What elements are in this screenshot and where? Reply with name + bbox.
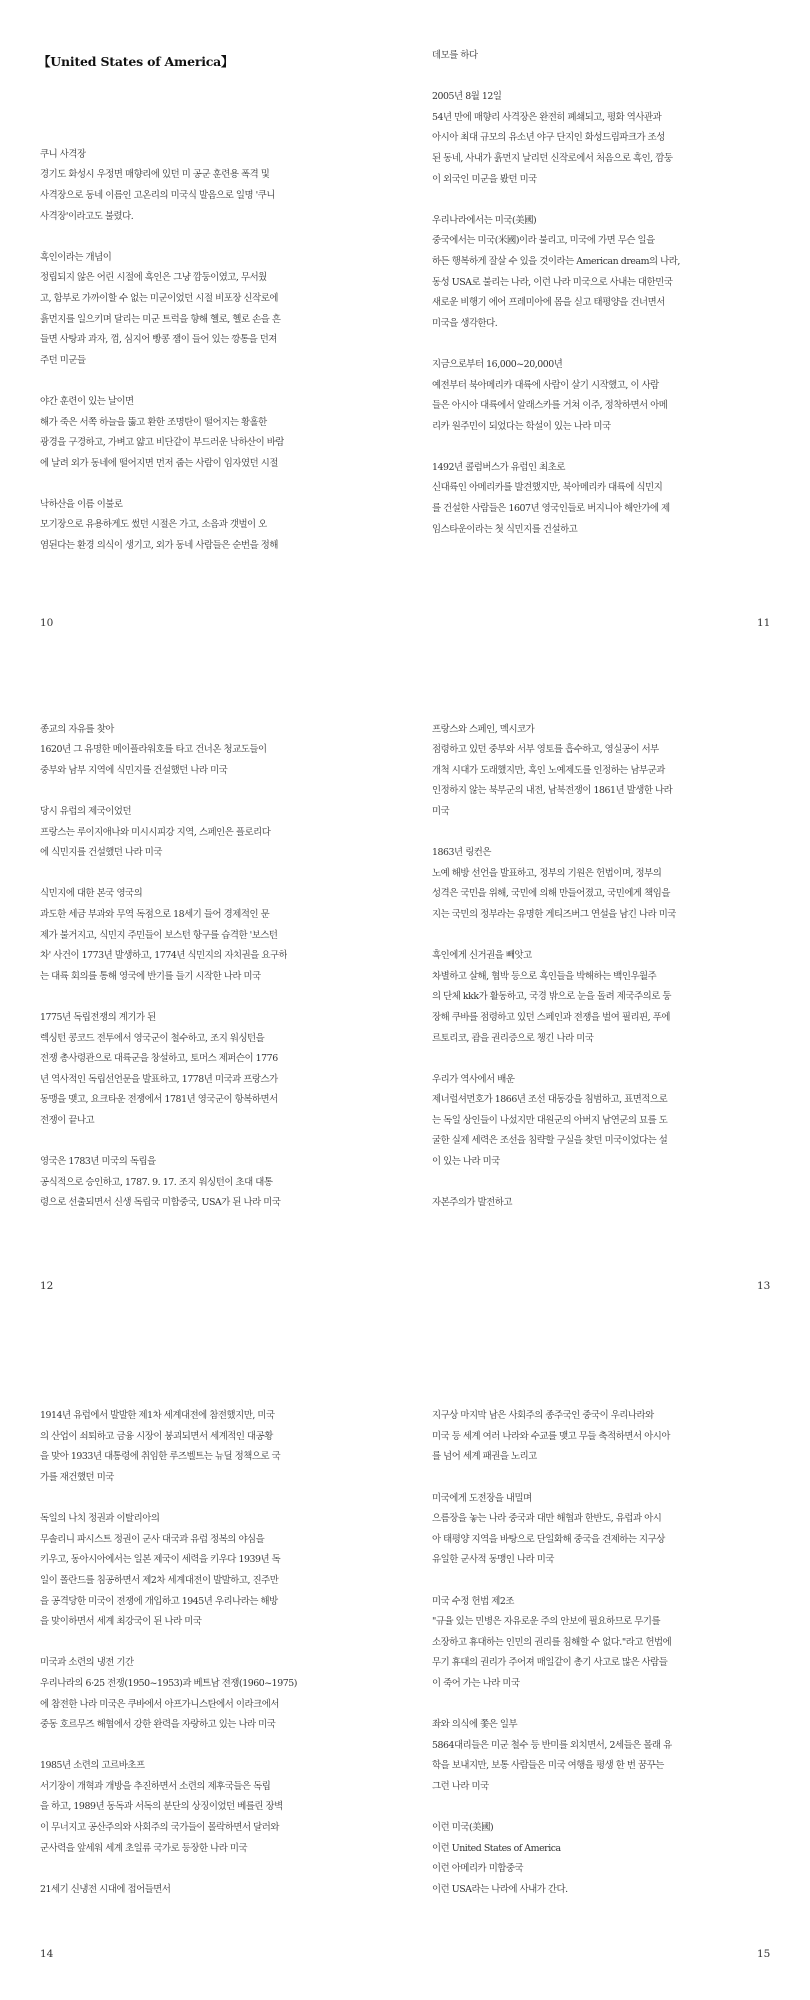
text-line: 된 동네, 사내가 흙먼지 날리던 신작로에서 처음으로 흑인, 깜둥 [432, 152, 673, 164]
text-line: 의 단체 kkk가 활동하고, 국경 밖으로 눈을 돌려 제국주의로 둥 [432, 991, 671, 1003]
text-line: 흑인에게 신거권을 빼앗고 [432, 950, 532, 962]
text-line: 지는 국민의 정부라는 유명한 게티즈버그 연설을 남긴 나라 미국 [432, 908, 677, 920]
text-line: 프랑스와 스페인, 멕시코가 [432, 723, 535, 735]
text-line: 독일의 나치 정권과 이탈리아의 [40, 1513, 160, 1525]
text-line: 하든 행복하게 잘살 수 있을 것이라는 American dream의 나라, [432, 255, 680, 267]
text-line: 노예 해방 선언을 발표하고, 정부의 기원은 헌법이며, 정부의 [432, 867, 662, 879]
text-line: 우리나라에서는 미국(美國) [432, 214, 537, 226]
text-line: 과도한 세금 부과와 무역 독점으로 18세기 들어 경제적인 문 [40, 908, 270, 920]
text-line: 년 역사적인 독립선언문을 발표하고, 1778년 미국과 프랑스가 [40, 1073, 278, 1085]
text-line: 르토리코, 괌을 권리증으로 챙긴 나라 미국 [432, 1032, 594, 1044]
text-line: 령으로 선출되면서 신생 독립국 미합중국, USA가 된 나라 미국 [40, 1197, 281, 1209]
text-line: 영국은 1783년 미국의 독립을 [40, 1156, 156, 1168]
text-line [40, 104, 284, 125]
text-line: 우리나라의 6·25 전쟁(1950~1953)과 베트남 전쟁(1960~1975) [40, 1677, 297, 1689]
text-line: 차' 사건이 1773년 발생하고, 1774년 식민지의 자치권을 요구하 [40, 950, 288, 962]
text-line [40, 987, 287, 1008]
text-line: 54년 만에 매향리 사격장은 완전히 폐쇄되고, 평화 역사관과 [432, 111, 662, 123]
text-line [40, 1386, 297, 1407]
text-line: 을 맞이하면서 세계 최강국이 된 나라 미국 [40, 1616, 202, 1628]
text-line: 리카 원주민이 되었다는 학설이 있는 나라 미국 [432, 420, 611, 432]
page-10 [0, 0, 405, 666]
text-line: 무솔리니 파시스트 정권이 군사 대국과 유럽 정복의 야심을 [40, 1533, 265, 1545]
text-line: 사격장'이라고도 불렸다. [40, 210, 134, 222]
text-line: 이 무너지고 공산주의와 사회주의 국가들이 몰락하면서 달러와 [40, 1822, 279, 1834]
text-line: 5864대리들은 미군 철수 등 반미를 외치면서, 2세들은 몰래 유 [432, 1739, 672, 1751]
text-line: 이런 미국(美國) [432, 1822, 494, 1834]
text-line: 예전부터 북아메리카 대륙에 사람이 살기 시작했고, 이 사람 [432, 379, 659, 391]
text-line: 을 하고, 1989년 동독과 서독의 분단의 상징이었던 베를린 장벽 [40, 1801, 283, 1813]
text-line [432, 699, 676, 720]
text-line [432, 1173, 676, 1194]
text-line: 을 맞아 1933년 대통령에 취임한 루즈벨트는 뉴딜 정책으로 국 [40, 1451, 281, 1463]
text-line [40, 371, 284, 392]
text-line [432, 1797, 672, 1818]
text-line: 1863년 링컨은 [432, 847, 492, 859]
text-line: 해가 죽은 서쪽 하늘을 뚫고 환한 조명탄이 떨어지는 황홀한 [40, 416, 267, 428]
text-line: 미국과 소련의 냉전 기간 [40, 1657, 134, 1669]
text-line: 좌와 의식에 쫓은 일부 [432, 1719, 518, 1731]
page-number: 14 [40, 1948, 54, 1960]
text-line: "규율 있는 민병은 자유로운 주의 안보에 필요하므로 무기를 [432, 1616, 661, 1628]
text-line: 프랑스는 루이지애나와 미시시피강 지역, 스페인은 플로리다 [40, 826, 271, 838]
text-line: 는 독일 상인들이 나섰지만 대원군의 아버지 남연군의 묘를 도 [432, 1114, 668, 1126]
text-line: 신대륙인 아메리카를 발견했지만, 북아메리카 대륙에 식민지 [432, 482, 663, 494]
text-line: 쿠니 사격장 [40, 148, 86, 160]
text-line: 지구상 마지막 남은 사회주의 종주국인 중국이 우리나라와 [432, 1410, 654, 1422]
text-line [40, 781, 287, 802]
text-line: 아시아 최대 규모의 유소년 야구 단지인 화성드림파크가 조성 [432, 132, 665, 144]
text-line: 사격장으로 동네 이름인 고온리의 미국식 발음으로 일명 '쿠니 [40, 189, 275, 201]
text-line: 동성 USA로 불리는 나라, 이런 나라 미국으로 사내는 대한민국 [432, 276, 673, 288]
page-number: 11 [757, 617, 771, 629]
text-line: 일이 폴란드를 침공하면서 제2차 세계대전이 발발하고, 진주만 [40, 1574, 279, 1586]
text-line: 공식적으로 승인하고, 1787. 9. 17. 조지 워싱턴이 초대 대통 [40, 1176, 273, 1188]
text-line: 미국을 생각한다. [432, 317, 498, 329]
text-line: 미국 등 세계 여러 나라와 수교를 맺고 무들 축적하면서 아시아 [432, 1430, 670, 1442]
text-line [432, 334, 680, 355]
text-line: 데모를 하다 [432, 50, 478, 61]
text-line: 우리가 역사에서 배운 [432, 1073, 515, 1085]
text-line: 학을 보내지만, 보통 사람들은 미국 여행을 평생 한 번 꿈꾸는 [432, 1760, 664, 1772]
text-line: 미국 [432, 805, 450, 817]
text-line: 들면 사탕과 과자, 껌, 심지어 빵콩 잼이 들어 있는 깡통을 던져 [40, 334, 277, 346]
page-body [40, 83, 284, 557]
text-line [432, 67, 680, 88]
text-line [432, 1695, 672, 1716]
text-line: 동맹을 맺고, 요크타운 전쟁에서 1781년 영국군이 항복하면서 [40, 1094, 278, 1106]
text-line: 21세기 신냉전 시대에 접어들면서 [40, 1883, 171, 1895]
page-number: 10 [40, 617, 54, 629]
text-line: 으름장을 놓는 나라 중국과 대만 해협과 한반도, 유럽과 아시 [432, 1513, 662, 1525]
page-14 [0, 1332, 405, 1998]
text-line [432, 926, 676, 947]
text-line: 흑인이라는 개념이 [40, 251, 112, 263]
text-line: 미국에게 도전장을 내밀며 [432, 1492, 532, 1504]
text-line: 1985년 소련의 고르바초프 [40, 1760, 145, 1772]
text-line: 소장하고 휴대하는 인민의 권리를 침해할 수 없다."라고 헌법에 [432, 1636, 672, 1648]
page-11 [405, 0, 810, 666]
text-line: 임스타운이라는 첫 식민지를 건설하고 [432, 523, 578, 535]
text-line: 전쟁 총사령관으로 대륙군을 창설하고, 토머스 제퍼슨이 1776 [40, 1053, 278, 1065]
page-body [432, 699, 676, 1214]
text-line [432, 437, 680, 458]
text-line: 이런 아메리카 미합중국 [432, 1863, 524, 1875]
text-line: 당시 유럽의 제국이었던 [40, 805, 132, 817]
page-body [40, 699, 287, 1214]
text-line: 개척 시대가 도래했지만, 흑인 노예제도를 인정하는 남부군과 [432, 764, 665, 776]
text-line [40, 1365, 297, 1386]
text-line: 모기장으로 유용하게도 썼던 시절은 가고, 소음과 갯벌이 오 [40, 519, 267, 531]
text-line: 정립되지 않은 어린 시절에 흑인은 그냥 깜둥이였고, 무서웠 [40, 272, 267, 284]
text-line: 그런 나라 미국 [432, 1780, 489, 1792]
text-line: 중부와 남부 지역에 식민지를 건설했던 나라 미국 [40, 764, 228, 776]
text-line: 전쟁이 끝나고 [40, 1114, 95, 1126]
text-line [40, 1489, 297, 1510]
text-line [40, 474, 284, 495]
text-line: 들은 아시아 대륙에서 알래스카를 거쳐 이주, 정착하면서 아메 [432, 400, 668, 412]
text-line: 종교의 자유를 찾아 [40, 723, 114, 735]
text-line: 유일한 군사적 동맹인 나라 미국 [432, 1554, 555, 1566]
text-line: 에 참전한 나라 미국은 쿠바에서 아프가니스탄에서 이라크에서 [40, 1698, 279, 1710]
text-line [432, 1571, 672, 1592]
text-line: 염된다는 환경 의식이 생기고, 외가 동네 사람들은 순번을 정해 [40, 540, 278, 552]
text-line: 1775년 독립전쟁의 계기가 된 [40, 1011, 156, 1023]
text-line: 서기장이 개혁과 개방을 추진하면서 소련의 제후국들은 독립 [40, 1780, 271, 1792]
text-line [40, 83, 284, 104]
text-line: 경기도 화성시 우정면 매향리에 있던 미 공군 훈련용 폭격 및 [40, 169, 270, 181]
text-line: 를 건설한 사람들은 1607년 영국인들로 버지니아 해안가에 제 [432, 503, 670, 515]
text-line [40, 124, 284, 145]
page-body [432, 46, 680, 540]
text-line: 새로운 비행기 에어 프레미아에 몸을 싣고 태평양을 건너면서 [432, 297, 665, 309]
text-line: 이 죽어 가는 나라 미국 [432, 1677, 520, 1689]
text-line: 중동 호르무즈 해협에서 강한 완력을 자랑하고 있는 나라 미국 [40, 1719, 276, 1731]
text-line [432, 1468, 672, 1489]
text-line: 식민지에 대한 본국 영국의 [40, 888, 143, 900]
text-line: 1914년 유럽에서 발발한 제1차 세계대전에 참전했지만, 미국 [40, 1410, 275, 1422]
text-line: 자본주의가 발전하고 [432, 1197, 512, 1209]
text-line: 키우고, 동아시아에서는 일본 제국이 세력을 키우다 1939년 독 [40, 1554, 281, 1566]
text-line: 지금으로부터 16,000~20,000년 [432, 358, 563, 370]
text-line [40, 1633, 297, 1654]
page-number: 12 [40, 1280, 54, 1292]
text-line: 이 있는 나라 미국 [432, 1156, 500, 1168]
text-line: 이 외국인 미군을 봤던 미국 [432, 173, 537, 185]
page-15 [405, 1332, 810, 1998]
text-line: 주던 미군들 [40, 354, 86, 366]
text-line [40, 1736, 297, 1757]
text-line: 을 공격당한 미국이 전쟁에 개입하고 1945년 우리나라는 해방 [40, 1595, 278, 1607]
text-line [432, 190, 680, 211]
page-body [432, 1365, 672, 1900]
text-line: 2005년 8월 12일 [432, 91, 502, 103]
text-line: 미국 수정 헌법 제2조 [432, 1595, 514, 1607]
text-line: 에 식민지를 건설했던 나라 미국 [40, 847, 163, 859]
text-line [432, 1365, 672, 1386]
text-line [40, 864, 287, 885]
text-line: 광경을 구경하고, 가벼고 얇고 비단같이 부드러운 낙하산이 바람 [40, 437, 285, 449]
text-line: 의 산업이 쇠퇴하고 금융 시장이 붕괴되면서 세계적인 대공황 [40, 1430, 273, 1442]
text-line: 를 넘어 세계 패권을 노리고 [432, 1451, 537, 1463]
text-line [432, 1386, 672, 1407]
text-line: 고, 함부로 가까이할 수 없는 미군이었던 시절 비포장 신작로에 [40, 292, 278, 304]
text-line: 낙하산을 이름 이불로 [40, 498, 123, 510]
book-section-title: 【United States of America】 [38, 54, 234, 69]
text-line: 군사력을 앞세워 세계 초일류 국가로 등장한 나라 미국 [40, 1842, 248, 1854]
text-line [432, 1049, 676, 1070]
text-line [40, 227, 284, 248]
page-number: 15 [757, 1948, 771, 1960]
text-line: 성격은 국민을 위해, 국민에 의해 만들어졌고, 국민에게 책임을 [432, 888, 670, 900]
text-line [40, 699, 287, 720]
text-line: 이런 United States of America [432, 1842, 561, 1854]
text-line: 제가 불거지고, 식민지 주민들이 보스턴 항구를 습격한 '보스턴 [40, 929, 278, 941]
text-line: 장해 쿠바를 점령하고 있던 스페인과 전쟁을 벌여 필리핀, 푸에 [432, 1011, 670, 1023]
text-line: 는 대륙 회의를 통해 영국에 반기를 들기 시작한 나라 미국 [40, 970, 261, 982]
text-line: 1492년 콜럼버스가 유럽인 최초로 [432, 461, 565, 473]
page-12 [0, 666, 405, 1332]
page-body [40, 1365, 297, 1900]
text-line: 중국에서는 미국(米國)이라 불리고, 미국에 가면 무슨 일을 [432, 235, 655, 247]
text-line: 가를 재건했던 미국 [40, 1471, 114, 1483]
text-line [432, 823, 676, 844]
text-line [40, 1859, 297, 1880]
text-line: 렉싱턴 콩코드 전투에서 영국군이 철수하고, 조지 워싱턴을 [40, 1032, 265, 1044]
text-line: 무기 휴대의 권리가 주어져 매일같이 총기 사고로 많은 사람들 [432, 1657, 668, 1669]
text-line: 차별하고 살해, 협박 등으로 흑인들을 박해하는 백인우월주 [432, 970, 657, 982]
text-line: 야간 훈련이 있는 날이면 [40, 395, 134, 407]
text-line: 제너럴셔먼호가 1866년 조선 대동강을 침범하고, 표면적으로 [432, 1094, 668, 1106]
text-line: 점령하고 있던 중부와 서부 영토를 흡수하고, 영실공이 서부 [432, 744, 659, 756]
text-line: 에 날려 외가 동네에 떨어지면 먼저 줍는 사람이 임자였던 시절 [40, 457, 278, 469]
page-13 [405, 666, 810, 1332]
text-line: 흙먼지를 일으키며 달리는 미군 트럭을 향해 헬로, 헬로 손을 흔 [40, 313, 281, 325]
text-line: 이런 USA라는 나라에 사내가 간다. [432, 1883, 568, 1895]
text-line: 인정하지 않는 북부군의 내전, 남북전쟁이 1861년 발생한 나라 [432, 785, 673, 797]
text-line [40, 1131, 287, 1152]
page-number: 13 [757, 1280, 771, 1292]
text-line: 아 태평양 지역을 바탕으로 단일화해 중국을 견제하는 지구상 [432, 1533, 665, 1545]
text-line: 굴한 실제 세력은 조선을 침략할 구실을 찾던 미국이었다는 설 [432, 1135, 668, 1147]
text-line: 1620년 그 유명한 메이플라워호를 타고 건너온 청교도들이 [40, 744, 267, 756]
